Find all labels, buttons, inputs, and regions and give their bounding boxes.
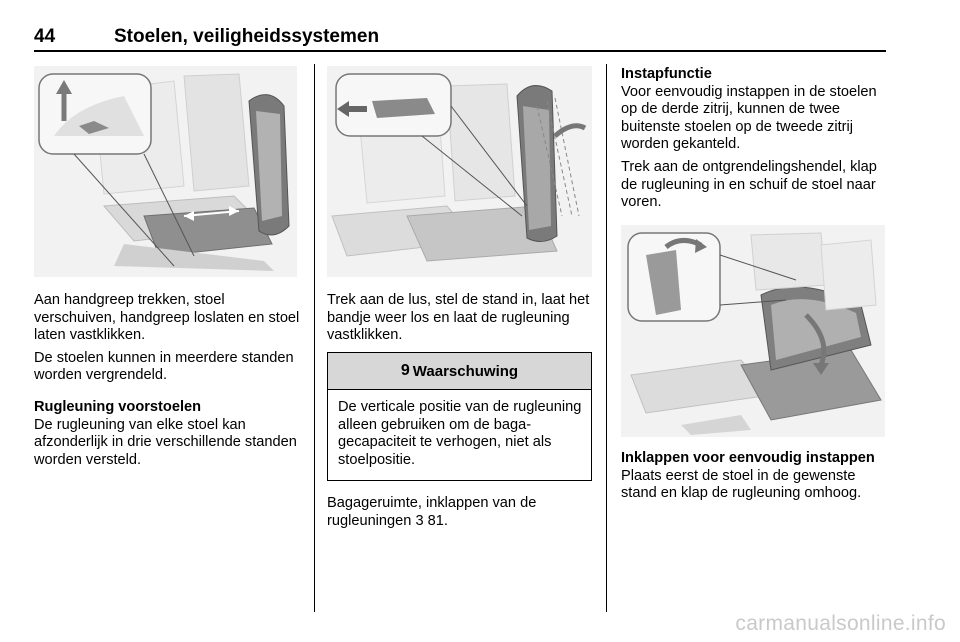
column-2-text — [327, 292, 593, 345]
column-divider-right — [606, 64, 607, 612]
warning-header — [328, 353, 591, 390]
heading-easy-entry: Instapfunctie — [621, 66, 712, 82]
paragraph-backrest: De rugleuning van elke stoel kan afzonderlijk in drie verschillende standen worden versteld. — [34, 416, 297, 468]
paragraph-easy-entry: Voor eenvoudig instappen in de stoelen op de derde zitrij, kunnen de twee buitenste stoelen op de tweede zitrij worden gekanteld. — [621, 83, 877, 153]
warning-body: De verticale positie van de rugleuning alleen gebruiken om de bagagecapaciteit te verhogen, niet als stoelpositie. — [338, 399, 582, 468]
crossref-page[interactable]: 81. — [427, 512, 448, 529]
warning-box — [327, 352, 592, 481]
warning-triangle-icon: 9 — [400, 362, 410, 379]
cross-reference — [327, 495, 593, 530]
easy-entry-illustration — [621, 225, 885, 437]
watermark: carmanualsonline.info — [735, 612, 946, 635]
paragraph-release-lever: Trek aan de ontgrendelingshendel, klap de rugleuning in en schuif de stoel naar voren. — [621, 158, 877, 211]
caption-backrest-adjust: Trek aan de lus, stel de stand in, laat het bandje weer los en laat de rugleuning vastklikken. — [327, 292, 590, 344]
page-header — [34, 22, 886, 52]
page-number: 44 — [34, 26, 56, 47]
crossref-arrow-icon: 3 — [415, 512, 424, 529]
paragraph-fold: Plaats eerst de stoel in de gewenste stand en klap de rugleuning omhoog. — [621, 467, 862, 502]
crossref-text: Bagageruimte, inklappen van de rugleuningen — [327, 495, 537, 529]
column-1-text — [34, 292, 302, 469]
column-divider-left — [314, 64, 315, 612]
backrest-adjust-illustration — [327, 66, 592, 277]
page-title: Stoelen, veiligheidssystemen — [114, 26, 380, 47]
warning-title: Waarschuwing — [412, 362, 519, 380]
subheading-backrest: Rugleuning voorstoelen — [34, 398, 202, 415]
seat-slide-illustration — [34, 66, 297, 277]
caption-seat-slide: Aan handgreep trekken, stoel verschuiven, handgreep loslaten en stoel laten vastklikken. — [34, 292, 300, 344]
column-3-text-top — [621, 66, 887, 212]
paragraph-positions: De stoelen kunnen in meerdere standen worden vergrendeld. — [34, 349, 294, 384]
subheading-fold: Inklappen voor eenvoudig instappen — [621, 450, 875, 466]
column-3-text-bottom — [621, 450, 887, 503]
